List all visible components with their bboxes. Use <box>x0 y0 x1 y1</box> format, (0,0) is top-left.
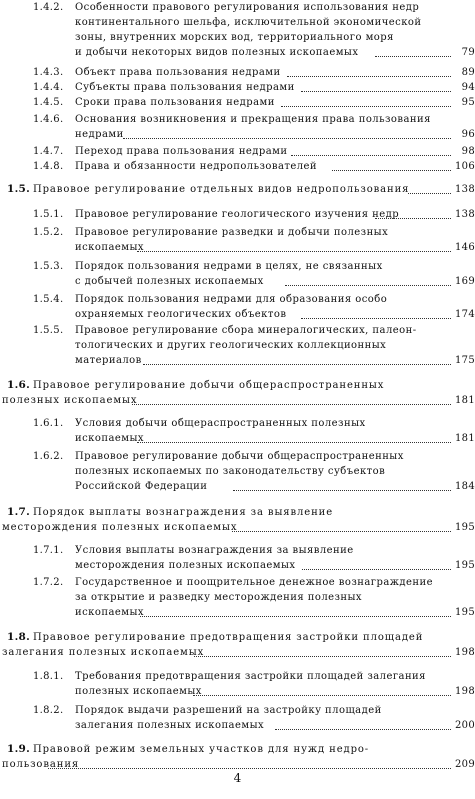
toc-subsection-entry[interactable] <box>0 416 475 446</box>
entry-page-number: 89 <box>461 67 475 78</box>
entry-title: Государственное и поощрительное денежное вознаграждение за открытие и разведку месторождения полезных ископаемых <box>75 577 433 618</box>
entry-number: 1.7.1. <box>33 545 64 556</box>
toc-subsection-entry[interactable] <box>0 112 475 142</box>
entry-title: Правовое регулирование разведки и добычи полезных ископаемых <box>75 227 389 253</box>
dot-leader <box>143 362 451 365</box>
dot-leader <box>291 153 451 156</box>
toc-subsection-entry[interactable] <box>0 144 475 159</box>
toc-section-entry[interactable] <box>0 378 475 408</box>
entry-title: Порядок пользования недрами для образования особо охраняемых геологических объектов <box>75 294 388 320</box>
entry-title: Переход права пользования недрами <box>75 146 288 157</box>
entry-number: 1.6.1. <box>33 418 64 429</box>
dot-leader <box>332 168 451 171</box>
dot-leader <box>375 54 451 57</box>
entry-number: 1.4.3. <box>33 67 64 78</box>
entry-number: 1.4.6. <box>33 114 64 125</box>
toc-subsection-entry[interactable] <box>0 159 475 174</box>
entry-page-number: 106 <box>455 161 475 172</box>
entry-number: 1.4.4. <box>33 82 64 93</box>
toc-subsection-entry[interactable] <box>0 449 475 494</box>
entry-number: 1.5. <box>7 183 31 195</box>
entry-title: Правовое регулирование геологического изучения недр <box>75 209 400 220</box>
entry-page-number: 195 <box>455 607 475 618</box>
dot-leader <box>123 136 451 139</box>
entry-title: Особенности правового регулирования использования недр континентального шельфа, исключительной экономической зоны, внутренних морских вод, территориального моря и добычи некоторых видов полезных ископаемых <box>75 2 422 58</box>
dot-leader <box>285 283 451 286</box>
dot-leader <box>140 614 451 617</box>
entry-number: 1.5.4. <box>33 294 64 305</box>
toc-subsection-entry[interactable] <box>0 292 475 322</box>
toc-subsection-entry[interactable] <box>0 323 475 368</box>
dot-leader <box>301 89 451 92</box>
entry-title-line: Правовое регулирование предотвращения застройки площадей <box>33 632 424 643</box>
entry-page-number: 195 <box>455 560 475 571</box>
toc-section-entry[interactable] <box>0 742 475 772</box>
entry-title: Основания возникновения и прекращения права пользования недрами <box>75 114 431 140</box>
entry-page-number: 98 <box>461 146 475 157</box>
dot-leader <box>232 529 451 532</box>
entry-title-line: Правовое регулирование добычи общераспространенных <box>33 380 385 391</box>
dot-leader <box>275 727 451 730</box>
entry-title: Сроки права пользования недрами <box>75 97 275 108</box>
entry-page-number: 195 <box>455 522 475 533</box>
entry-page-number: 169 <box>455 276 475 287</box>
entry-title: Правовое регулирование сбора минералогических, палеон- тологических и других геологических коллекционных материалов <box>75 325 417 366</box>
entry-page-number: 181 <box>455 433 475 444</box>
entry-title-line: месторождения полезных ископаемых <box>2 522 238 533</box>
toc-subsection-entry[interactable] <box>0 703 475 733</box>
entry-title: Условия добычи общераспространенных полезных ископаемых <box>75 418 366 444</box>
dot-leader <box>137 440 451 443</box>
toc-subsection-entry[interactable] <box>0 80 475 95</box>
page-number: 4 <box>233 771 242 785</box>
entry-title: Порядок выдачи разрешений на застройку площадей залегания полезных ископаемых <box>75 705 382 731</box>
entry-title: Правовое регулирование отдельных видов недропользования <box>33 184 410 195</box>
entry-title-line: полезных ископаемых <box>2 395 138 406</box>
dot-leader <box>375 216 451 219</box>
entry-page-number: 198 <box>455 647 475 658</box>
dot-leader <box>137 249 451 252</box>
toc-subsection-entry[interactable] <box>0 225 475 255</box>
entry-number: 1.7.2. <box>33 577 64 588</box>
entry-page-number: 209 <box>455 759 475 770</box>
dot-leader <box>132 402 451 405</box>
entry-title: Правовое регулирование добычи общераспространенных полезных ископаемых по законодательству субъектов Российской Федерации <box>75 451 404 492</box>
entry-page-number: 79 <box>461 47 475 58</box>
entry-number: 1.8.2. <box>33 705 64 716</box>
entry-number: 1.8.1. <box>33 671 64 682</box>
entry-number: 1.6. <box>7 379 31 391</box>
entry-number: 1.4.5. <box>33 97 64 108</box>
dot-leader <box>287 74 451 77</box>
entry-title: Условия выплаты вознаграждения за выявление месторождения полезных ископаемых <box>75 545 354 571</box>
dot-leader <box>301 316 451 319</box>
entry-number: 1.5.1. <box>33 209 64 220</box>
entry-number: 1.4.2. <box>33 2 64 13</box>
entry-title-line: пользования <box>2 759 80 770</box>
entry-number: 1.5.3. <box>33 261 64 272</box>
entry-number: 1.5.5. <box>33 325 64 336</box>
toc-subsection-entry[interactable] <box>0 669 475 699</box>
dot-leader <box>48 766 451 769</box>
dot-leader <box>194 654 451 657</box>
toc-subsection-entry[interactable] <box>0 0 475 60</box>
entry-title-line: Правовой режим земельных участков для нужд недро- <box>33 744 370 755</box>
toc-subsection-entry[interactable] <box>0 543 475 573</box>
entry-page-number: 175 <box>455 355 475 366</box>
dot-leader <box>193 693 451 696</box>
entry-number: 1.9. <box>7 743 31 755</box>
entry-page-number: 198 <box>455 686 475 697</box>
entry-page-number: 174 <box>455 309 475 320</box>
entry-page-number: 95 <box>461 97 475 108</box>
toc-subsection-entry[interactable] <box>0 259 475 289</box>
entry-page-number: 96 <box>461 129 475 140</box>
entry-number: 1.6.2. <box>33 451 64 462</box>
entry-title-line: залегания полезных ископаемых <box>2 647 205 658</box>
entry-page-number: 146 <box>455 242 475 253</box>
toc-subsection-entry[interactable] <box>0 95 475 110</box>
entry-title: Субъекты права пользования недрами <box>75 82 295 93</box>
entry-page-number: 138 <box>455 209 475 220</box>
toc-subsection-entry[interactable] <box>0 65 475 80</box>
dot-leader <box>302 567 451 570</box>
dot-leader <box>233 488 451 491</box>
entry-page-number: 200 <box>455 720 475 731</box>
entry-number: 1.4.7. <box>33 146 64 157</box>
entry-page-number: 138 <box>455 184 475 195</box>
entry-title: Права и обязанности недропользователей <box>75 161 317 172</box>
entry-title: Порядок пользования недрами в целях, не связанных с добычей полезных ископаемых <box>75 261 383 287</box>
toc-section-entry[interactable] <box>0 630 475 660</box>
dot-leader <box>408 191 451 194</box>
entry-number: 1.4.8. <box>33 161 64 172</box>
entry-page-number: 181 <box>455 395 475 406</box>
dot-leader <box>281 104 451 107</box>
toc-subsection-entry[interactable] <box>0 207 475 222</box>
toc-section-entry[interactable] <box>0 182 475 197</box>
entry-number: 1.7. <box>7 506 31 518</box>
entry-title-line: Порядок выплаты вознаграждения за выявление <box>33 507 334 518</box>
entry-page-number: 94 <box>461 82 475 93</box>
entry-title: Объект права пользования недрами <box>75 67 281 78</box>
entry-number: 1.5.2. <box>33 227 64 238</box>
toc-subsection-entry[interactable] <box>0 575 475 620</box>
entry-number: 1.8. <box>7 631 31 643</box>
entry-page-number: 184 <box>455 481 475 492</box>
toc-section-entry[interactable] <box>0 505 475 535</box>
entry-title: Требования предотвращения застройки площадей залегания полезных ископаемых <box>75 671 426 697</box>
